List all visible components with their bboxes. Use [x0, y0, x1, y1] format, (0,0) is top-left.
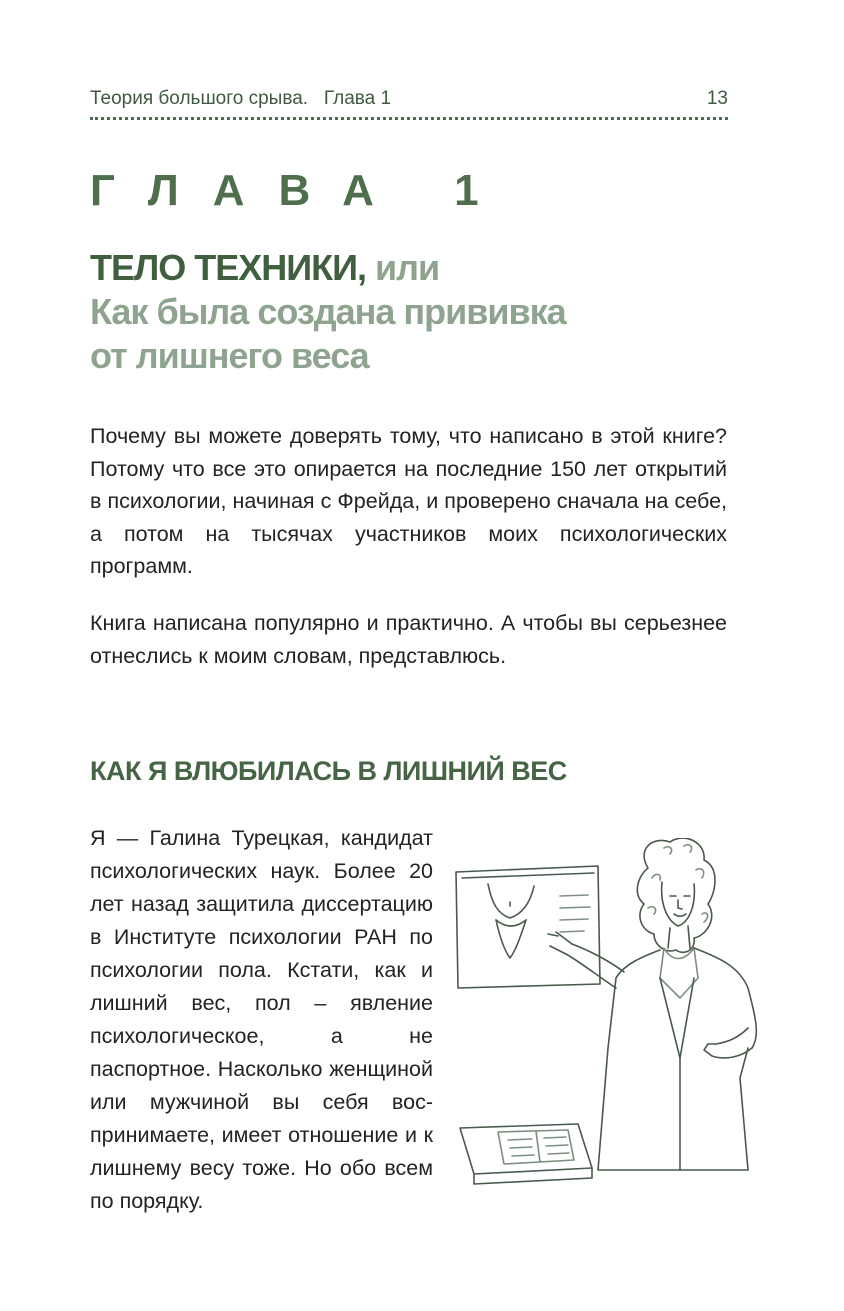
header-dotted-rule — [90, 117, 728, 120]
section-paragraph: Я — Галина Турецкая, кандидат психологических наук. Более 20 лет назад защитила диссертацию в Институте психологии РАН по психологии пола. Кстати, как и лишний вес, пол – явление психологическое, а не паспортное. Насколько женщиной или мужчиной вы себя воспринимаете, имеет отношение и к лишнему весу тоже. Но обо всем по порядку. — [90, 826, 433, 1213]
page-number: 13 — [706, 88, 728, 109]
section-heading: КАК Я ВЛЮБИЛАСЬ В ЛИШНИЙ ВЕС — [90, 756, 567, 786]
woman-presenter-illustration — [448, 838, 788, 1188]
chapter-subtitle-line-2: от лишнего веса — [90, 335, 369, 376]
chapter-title-connector: или — [366, 247, 440, 288]
chapter-title — [90, 246, 740, 378]
chapter-label: ГЛАВА 1 — [90, 166, 513, 215]
chapter-subtitle-line-1: Как была создана прививка — [90, 291, 566, 332]
body-paragraph-2: Книга написана популярно и практично. А чтобы вы серьезнее отнеслись к моим словам, представлюсь. — [90, 611, 727, 668]
desk-book-icon — [460, 1124, 592, 1184]
running-header — [90, 88, 728, 110]
chapter-title-main: ТЕЛО ТЕХНИКИ, — [90, 247, 367, 288]
running-title: Теория большого срыва. Глава 1 — [90, 88, 392, 109]
body-paragraph-1: Почему вы можете доверять тому, что написано в этой книге? Потому что все это опирается на последние 150 лет открытий в психологии, начиная с Фрейда, и проверено сначала на себе, а потом на тысячах участников моих психологических программ. — [90, 424, 727, 578]
poster-board-icon — [456, 866, 600, 988]
woman-figure-icon — [548, 838, 756, 1170]
